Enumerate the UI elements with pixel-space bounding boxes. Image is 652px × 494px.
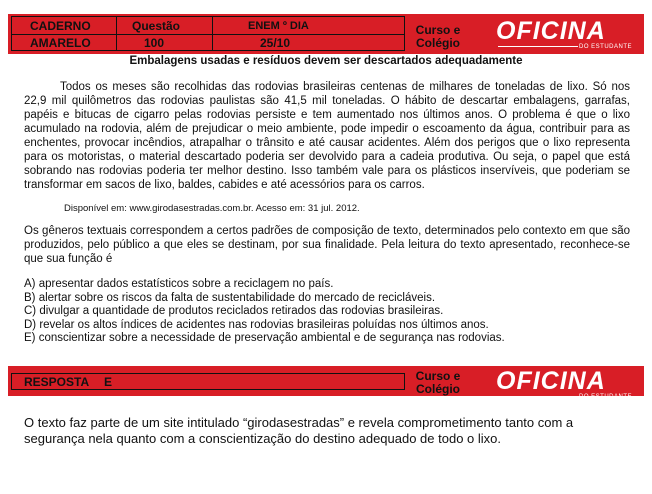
logo-subtitle: DO ESTUDANTE	[578, 44, 632, 50]
header-table-col-divider	[212, 17, 213, 50]
resposta-value: E	[104, 375, 113, 389]
header-table-col-divider	[116, 17, 117, 50]
curso-line1: Curso e	[415, 23, 461, 37]
logo-text: OFICINA	[496, 17, 606, 45]
answer-explanation: O texto faz parte de um site intitulado “girodasestradas” e revela comprometimento tanto com a segurança nela quanto com a conscientização do destino adequado de todo o lixo.	[24, 415, 574, 446]
question-stem: Os gêneros textuais correspondem a certos padrões de composição de texto, determinados pelo contexto em que são produzidos, pelo público a que eles se destinam, por sua finalidade. Pela leitura do texto apresentado, reconhece-se que sua função é	[24, 225, 630, 265]
option-d: D) revelar os altos índices de acidentes nas rodovias brasileiras poluídas nos últimos anos.	[24, 318, 489, 331]
enem-label: ENEM º DIA	[248, 20, 309, 32]
option-b: B) alertar sobre os riscos da falta de sustentabilidade do mercado de recicláveis.	[24, 291, 436, 304]
logo-text: OFICINA	[496, 367, 606, 395]
logo-subtitle: DO ESTUDANTE	[578, 394, 632, 400]
header-table	[11, 16, 405, 51]
curso-line2: Colégio	[416, 382, 460, 396]
article-title: Embalagens usadas e resíduos devem ser descartados adequadamente	[129, 55, 523, 67]
article-paragraph: Todos os meses são recolhidas das rodovias brasileiras centenas de milhares de toneladas de lixo. Só nos 22,9 mil quilômetros das rodovias paulistas são 41,5 mil toneladas. O hábito de descartar embalagens, garrafas, papéis e bitucas de cigarro pelas rodovias persiste e tem aumentado nos últimos anos. O problema é que o lixo acumulado na rodovia, além de prejudicar o meio ambiente, pode impedir o escoamento da água, contribuir para as enchentes, provocar incêndios, atrapalhar o trânsito e até causar acidentes. Além dos perigos que o lixo representa para os motoristas, o material descartado poderia ser devolvido para a cadeia produtiva. Ou seja, o papel que está sobrando nas rodovias poderia ter melhor destino. Isso também vale para os plásticos inservíveis, que poderiam se transformar em sacos de lixo, baldes, cabides e até acessórios para os carros.	[24, 81, 630, 191]
answer-options	[24, 278, 505, 346]
resposta-label: RESPOSTA	[24, 375, 90, 389]
oficina-logo	[496, 18, 638, 48]
logo-underline	[498, 396, 578, 397]
caderno-label: CADERNO	[30, 19, 91, 33]
logo-underline	[498, 46, 578, 47]
curso-line1: Curso e	[415, 369, 461, 383]
curso-colegio	[412, 24, 464, 50]
curso-line2: Colégio	[416, 36, 460, 50]
curso-colegio	[412, 370, 464, 396]
oficina-logo	[496, 368, 638, 398]
enem-value: 25/10	[260, 36, 291, 50]
caderno-value: AMARELO	[30, 36, 91, 50]
header-table-divider	[12, 34, 404, 35]
option-a: A) apresentar dados estatísticos sobre a reciclagem no país.	[24, 278, 334, 290]
option-e: E) conscientizar sobre a necessidade de preservação ambiental e de segurança nas rodovias.	[24, 332, 505, 344]
article-source: Disponível em: www.girodasestradas.com.br. Acesso em: 31 jul. 2012.	[64, 203, 360, 214]
questao-label: Questão	[132, 19, 181, 33]
option-c: C) divulgar a quantidade de produtos reciclados retirados das rodovias brasileiras.	[24, 305, 444, 317]
resposta-table	[11, 373, 405, 390]
questao-value: 100	[144, 36, 165, 50]
